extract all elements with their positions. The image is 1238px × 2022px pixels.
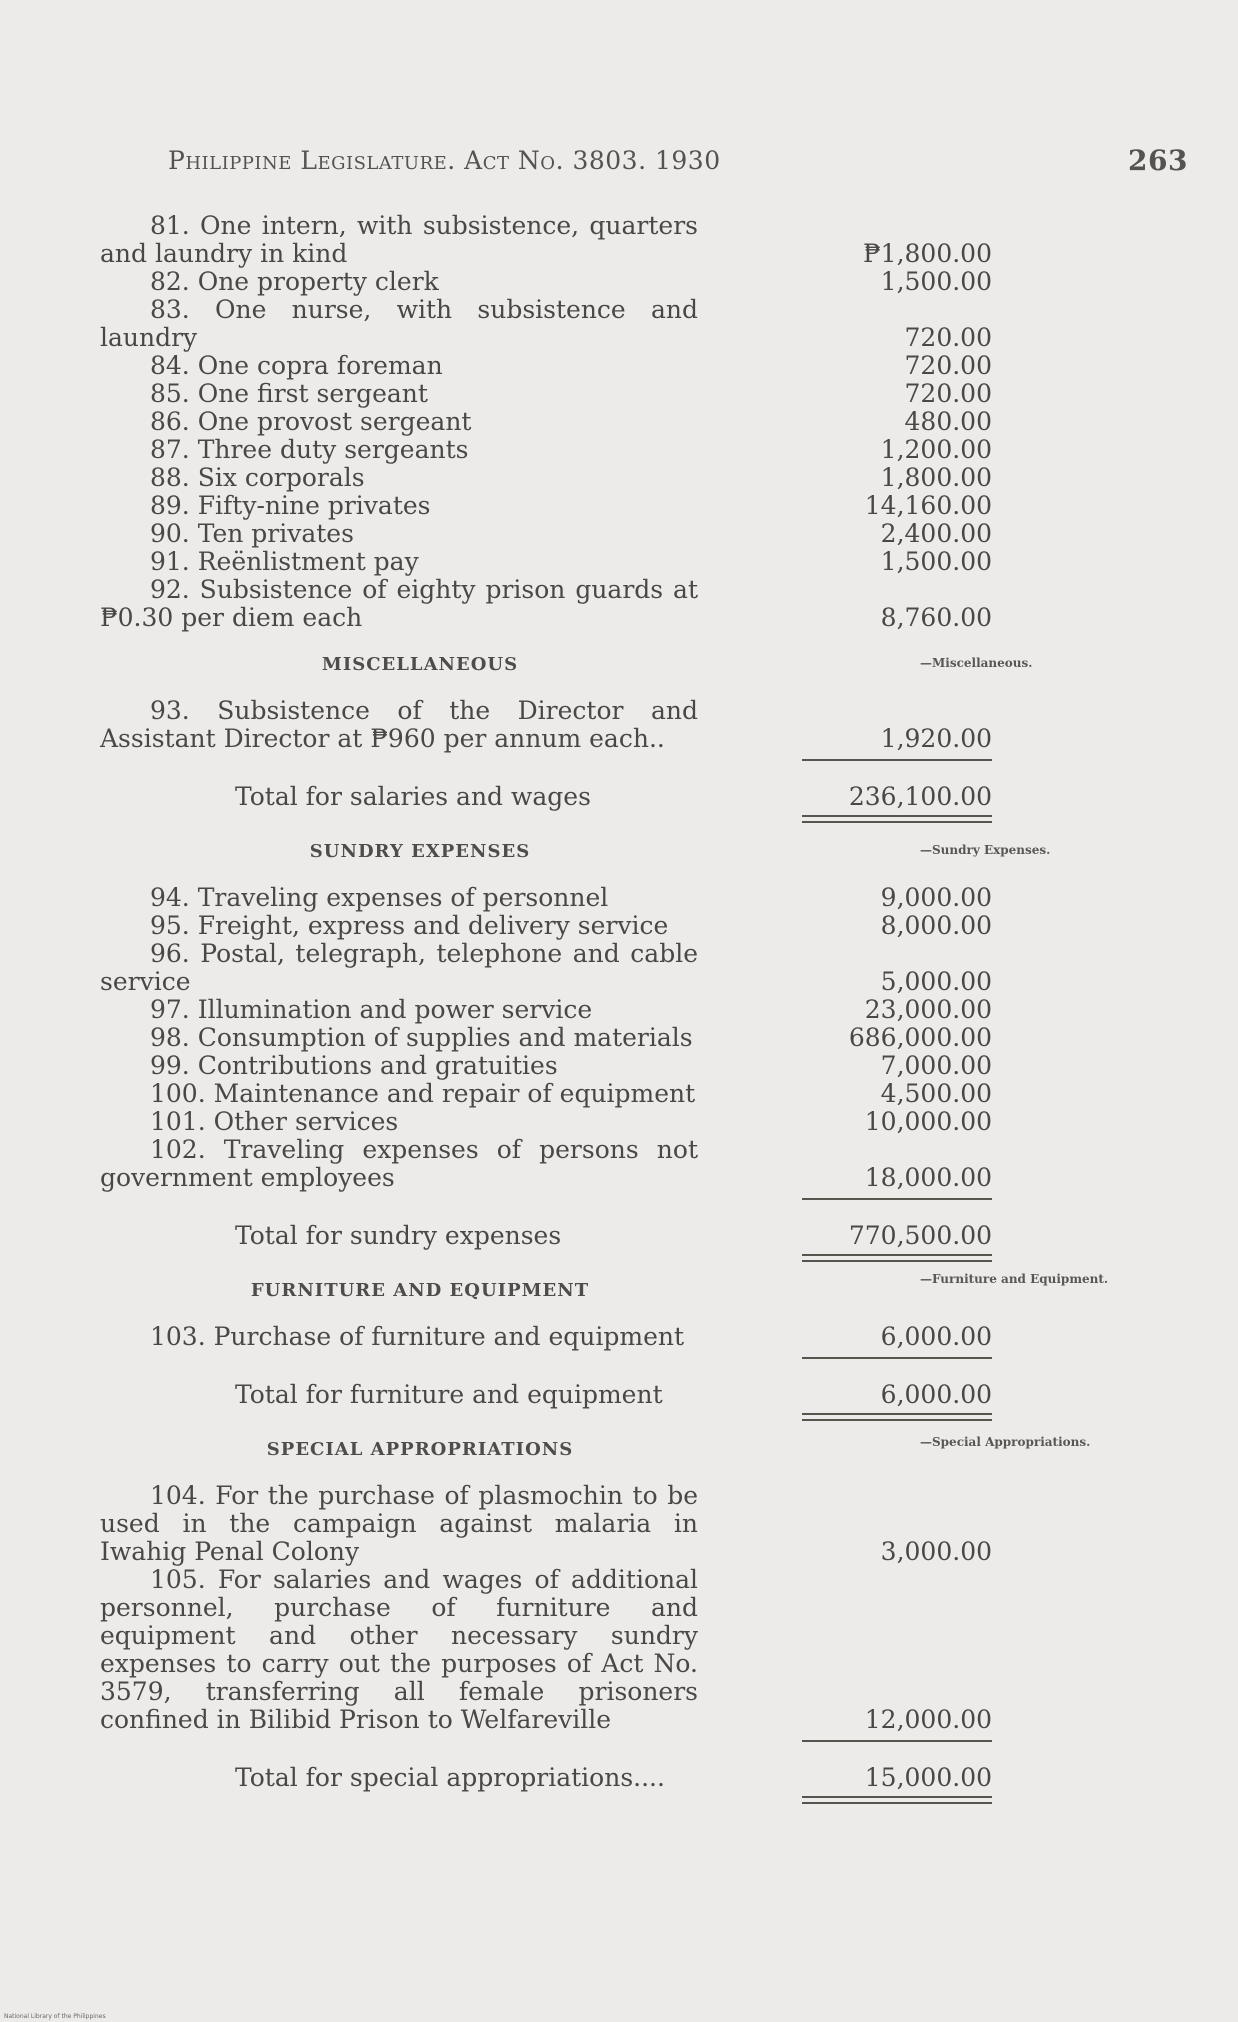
margin-note-special: —Special Appropriations. [920,1435,1091,1449]
list-item [100,408,1000,436]
item-text: 85. One first sergeant [150,379,428,408]
item-value: 686,000.00 [848,1023,992,1052]
list-item [100,380,1000,408]
scan-credit: National Library of the Philippines [4,2013,106,2020]
item-value: 1,500.00 [880,267,992,296]
total-label: Total for sundry expenses [235,1221,562,1250]
item-value: 8,760.00 [880,603,992,632]
list-item [100,352,1000,380]
total-row [100,1222,1000,1250]
total-value: 15,000.00 [864,1763,992,1792]
item-value: 18,000.00 [864,1163,992,1192]
list-item [100,1482,1000,1566]
item-value: 7,000.00 [880,1051,992,1080]
item-text: 87. Three duty sergeants [150,435,469,464]
item-value: 480.00 [904,407,992,436]
item-value: 14,160.00 [864,491,992,520]
list-item [100,520,1000,548]
double-rule [802,815,992,823]
item-text: 93. Subsistence of the Director and Assistant Director at ₱960 per annum each.. [100,696,698,753]
item-text: 89. Fifty-nine privates [150,491,431,520]
item-value: 720.00 [904,351,992,380]
running-title: Philippine Legislature. Act No. 3803. 1930 [168,146,721,175]
section-heading-special-appropriations: SPECIAL APPROPRIATIONS [266,1439,574,1460]
item-value: 1,500.00 [880,547,992,576]
list-item [100,464,1000,492]
item-value: 8,000.00 [880,911,992,940]
item-text: 103. Purchase of furniture and equipment [150,1322,685,1351]
margin-note-furniture: —Furniture and Equipment. [920,1272,1109,1286]
list-item [100,1080,1000,1108]
total-label: Total for furniture and equipment [235,1380,663,1409]
item-text: 98. Consumption of supplies and materials [150,1023,693,1052]
item-text: 102. Traveling expenses of persons not government employees [100,1135,698,1192]
item-text: 94. Traveling expenses of personnel [150,883,609,912]
margin-note-sundry: —Sundry Expenses. [920,843,1051,857]
total-row [100,1764,1000,1792]
margin-note-miscellaneous: —Miscellaneous. [920,656,1033,670]
item-text: 104. For the purchase of plasmochin to be used in the campaign against malaria in Iwahig Penal Colony [100,1481,698,1566]
list-item [100,436,1000,464]
list-item [100,548,1000,576]
item-text: 105. For salaries and wages of additional personnel, purchase of furniture and equipment and other necessary sundry expenses to carry out the purposes of Act No. 3579, transferring all female prisoners confined in Bilibid Prison to Welfareville [100,1565,698,1734]
section-heading-sundry-expenses: SUNDRY EXPENSES [309,841,531,862]
item-text: 96. Postal, telegraph, telephone and cable service [100,939,698,996]
item-text: 100. Maintenance and repair of equipment [150,1079,696,1108]
item-value: 5,000.00 [880,967,992,996]
item-value: 3,000.00 [880,1537,992,1566]
section-heading-miscellaneous: MISCELLANEOUS [321,654,519,675]
item-value: 720.00 [904,323,992,352]
total-row [100,783,1000,811]
list-item [100,296,1000,352]
item-text: 101. Other services [150,1107,399,1136]
total-label: Total for salaries and wages [235,782,591,811]
list-item [100,1136,1000,1192]
item-value: 6,000.00 [880,1322,992,1351]
double-rule [802,1254,992,1262]
list-item [100,884,1000,912]
list-item [100,912,1000,940]
item-text: 91. Reënlistment pay [150,547,419,576]
double-rule [802,1413,992,1421]
total-value: 770,500.00 [848,1221,992,1250]
item-value: 1,920.00 [880,724,992,753]
item-value: 9,000.00 [880,883,992,912]
item-text: 92. Subsistence of eighty prison guards at ₱0.30 per diem each [100,575,698,632]
list-item [100,996,1000,1024]
item-text: 84. One copra foreman [150,351,443,380]
list-item [100,697,1000,753]
sum-rule [802,1198,992,1200]
item-value: 720.00 [904,379,992,408]
item-value: 4,500.00 [880,1079,992,1108]
list-item [100,212,1000,268]
double-rule [802,1796,992,1804]
item-text: 90. Ten privates [150,519,354,548]
item-text: 95. Freight, express and delivery service [150,911,669,940]
total-label: Total for special appropriations.... [235,1763,665,1792]
item-value: 12,000.00 [864,1705,992,1734]
list-item [100,492,1000,520]
sum-rule [802,759,992,761]
item-text: 82. One property clerk [150,267,439,296]
list-item [100,1024,1000,1052]
total-value: 6,000.00 [880,1380,992,1409]
section-heading-furniture: FURNITURE AND EQUIPMENT [250,1280,590,1301]
item-text: 88. Six corporals [150,463,365,492]
total-row [100,1381,1000,1409]
sum-rule [802,1740,992,1742]
appropriation-list [100,211,1109,1800]
list-item [100,1566,1000,1734]
list-item [100,576,1000,632]
list-item [100,1052,1000,1080]
list-item [100,268,1000,296]
list-item [100,940,1000,996]
item-text: 83. One nurse, with subsistence and laundry [100,295,698,352]
item-text: 81. One intern, with subsistence, quarters and laundry in kind [100,211,698,268]
total-value: 236,100.00 [848,782,992,811]
list-item [100,1108,1000,1136]
item-value: 23,000.00 [864,995,992,1024]
page-number: 263 [1128,144,1188,177]
item-value: 1,800.00 [880,463,992,492]
item-text: 86. One provost sergeant [150,407,472,436]
item-text: 99. Contributions and gratuities [150,1051,558,1080]
item-value: 1,200.00 [880,435,992,464]
item-value: 10,000.00 [864,1107,992,1136]
sum-rule [802,1357,992,1359]
item-text: 97. Illumination and power service [150,995,593,1024]
item-value: ₱1,800.00 [863,239,992,268]
item-value: 2,400.00 [880,519,992,548]
list-item [100,1323,1000,1351]
